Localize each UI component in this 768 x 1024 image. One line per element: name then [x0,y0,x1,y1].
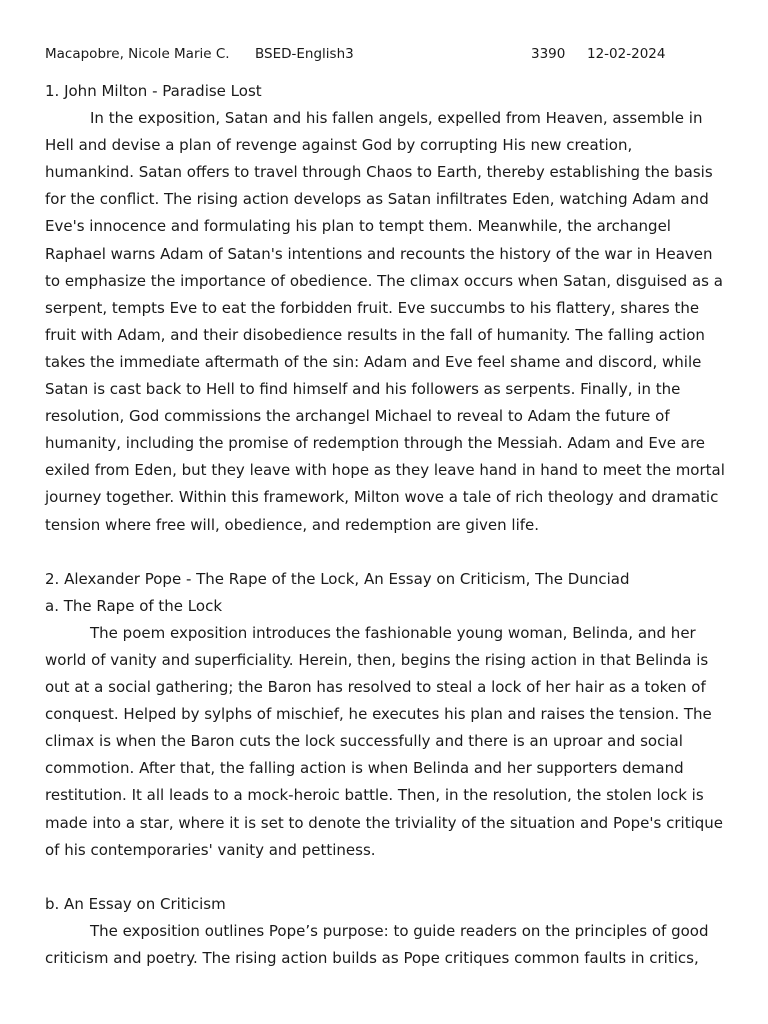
document-page [45,44,725,972]
course-code: BSED-English3 [255,46,354,62]
section-2-title: 2. Alexander Pope - The Rape of the Lock, An Essay on Criticism, The Dunciad [45,569,630,588]
section-gap [45,539,725,566]
section-2a-title: a. The Rape of the Lock [45,596,223,615]
section-1-paragraph: In the exposition, Satan and his fallen angels, expelled from Heaven, assemble in Hell and devise a plan of revenge against God by corrupting His new creation, humankind. Satan offers to travel through Chaos to Earth, thereby establishing the basis for the conflict. The rising action develops as Satan infiltrates Eden, watching Adam and Eve's innocence and formulating his plan to tempt them. Meanwhile, the archangel Raphael warns Adam of Satan's intentions and recounts the history of the war in Heaven to emphasize the importance of obedience. The climax occurs when Satan, disguised as a serpent, tempts Eve to eat the forbidden fruit. Eve succumbs to his flattery, shares the fruit with Adam, and their disobedience results in the fall of humanity. The falling action takes the immediate aftermath of the sin: Adam and Eve feel shame and discord, while Satan is cast back to Hell to find himself and his followers as serpents. Finally, in the resolution, God commissions the archangel Michael to reveal to Adam the future of humanity, including the promise of redemption through the Messiah. Adam and Eve are exiled from Eden, but they leave with hope as they leave hand in hand to meet the mortal journey together. Within this framework, Milton wove a tale of rich theology and dramatic tension where free will, obedience, and redemption are given life. [45,109,725,534]
section-2a-paragraph: The poem exposition introduces the fashionable young woman, Belinda, and her world of vanity and superficiality. Herein, then, begins the rising action in that Belinda is out at a social gathering; the Baron has resolved to steal a lock of her hair as a token of conquest. Helped by sylphs of mischief, he executes his plan and raises the tension. The climax is when the Baron cuts the lock successfully and there is an uproar and social commotion. After that, the falling action is when Belinda and her supporters demand restitution. It all leads to a mock-heroic battle. Then, in the resolution, the stolen lock is made into a star, where it is set to denote the triviality of the situation and Pope's critique of his contemporaries' vanity and pettiness. [45,623,724,859]
class-code: 3390 [531,46,566,62]
section-gap [45,864,725,891]
document-header [45,44,725,64]
student-name: Macapobre, Nicole Marie C. [45,46,230,62]
document-date: 12-02-2024 [587,46,666,62]
document-body [45,78,725,972]
section-1-title: 1. John Milton - Paradise Lost [45,82,262,100]
section-2b-title: b. An Essay on Criticism [45,894,226,913]
section-2b-paragraph: The exposition outlines Pope’s purpose: to guide readers on the principles of good criticism and poetry. The rising action builds as Pope critiques common faults in critics, [45,921,709,967]
